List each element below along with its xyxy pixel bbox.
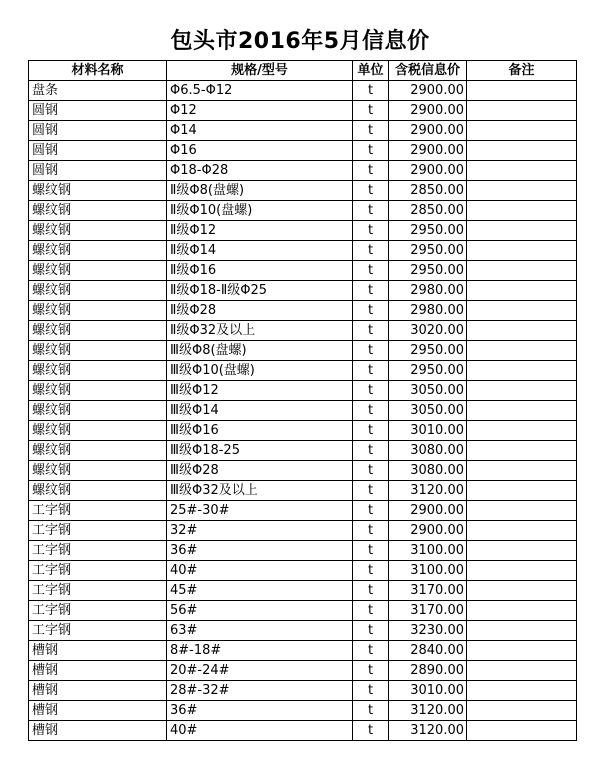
- cell-remarks: [467, 461, 577, 481]
- cell-material-name: 槽钢: [29, 641, 167, 661]
- cell-price: 2900.00: [389, 121, 467, 141]
- table-row: [29, 221, 577, 241]
- cell-spec-model: 36#: [167, 701, 353, 721]
- cell-remarks: [467, 141, 577, 161]
- cell-remarks: [467, 481, 577, 501]
- cell-price: 2900.00: [389, 81, 467, 101]
- cell-price: 3050.00: [389, 381, 467, 401]
- cell-spec-model: 32#: [167, 521, 353, 541]
- cell-spec-model: 40#: [167, 561, 353, 581]
- cell-material-name: 工字钢: [29, 501, 167, 521]
- cell-material-name: 螺纹钢: [29, 481, 167, 501]
- cell-unit: t: [353, 441, 389, 461]
- cell-spec-model: Ⅲ级Φ16: [167, 421, 353, 441]
- page-title: 包头市2016年5月信息价: [170, 29, 430, 54]
- cell-spec-model: 40#: [167, 721, 353, 741]
- cell-price: 2950.00: [389, 221, 467, 241]
- cell-spec-model: Φ16: [167, 141, 353, 161]
- cell-spec-model: 45#: [167, 581, 353, 601]
- cell-material-name: 螺纹钢: [29, 321, 167, 341]
- cell-spec-model: Ⅲ级Φ32及以上: [167, 481, 353, 501]
- cell-material-name: 圆钢: [29, 161, 167, 181]
- cell-spec-model: Ⅱ级Φ12: [167, 221, 353, 241]
- cell-price: 2950.00: [389, 341, 467, 361]
- cell-unit: t: [353, 621, 389, 641]
- cell-remarks: [467, 401, 577, 421]
- cell-remarks: [467, 601, 577, 621]
- table-row: [29, 541, 577, 561]
- cell-price: 2900.00: [389, 141, 467, 161]
- table-row: [29, 421, 577, 441]
- cell-remarks: [467, 101, 577, 121]
- cell-spec-model: 20#-24#: [167, 661, 353, 681]
- cell-spec-model: Φ14: [167, 121, 353, 141]
- cell-unit: t: [353, 541, 389, 561]
- table-header-row: [29, 61, 577, 81]
- cell-remarks: [467, 421, 577, 441]
- cell-spec-model: Ⅲ级Φ18-25: [167, 441, 353, 461]
- cell-material-name: 螺纹钢: [29, 201, 167, 221]
- table-row: [29, 341, 577, 361]
- table-row: [29, 361, 577, 381]
- cell-price: 3080.00: [389, 461, 467, 481]
- header-unit: 单位: [353, 61, 389, 81]
- cell-remarks: [467, 701, 577, 721]
- cell-unit: t: [353, 301, 389, 321]
- table-row: [29, 161, 577, 181]
- cell-price: 2980.00: [389, 301, 467, 321]
- cell-remarks: [467, 541, 577, 561]
- cell-price: 2900.00: [389, 501, 467, 521]
- cell-remarks: [467, 241, 577, 261]
- cell-price: 3010.00: [389, 681, 467, 701]
- cell-unit: t: [353, 461, 389, 481]
- cell-unit: t: [353, 361, 389, 381]
- cell-spec-model: Φ12: [167, 101, 353, 121]
- table-row: [29, 601, 577, 621]
- cell-price: 3120.00: [389, 701, 467, 721]
- table-row: [29, 581, 577, 601]
- table-row: [29, 101, 577, 121]
- cell-material-name: 圆钢: [29, 141, 167, 161]
- table-row: [29, 321, 577, 341]
- cell-spec-model: 63#: [167, 621, 353, 641]
- table-row: [29, 401, 577, 421]
- cell-price: 3170.00: [389, 581, 467, 601]
- cell-price: 2980.00: [389, 281, 467, 301]
- table-row: [29, 501, 577, 521]
- header-remarks: 备注: [467, 61, 577, 81]
- cell-price: 2950.00: [389, 361, 467, 381]
- cell-material-name: 圆钢: [29, 101, 167, 121]
- cell-price: 2950.00: [389, 261, 467, 281]
- cell-unit: t: [353, 601, 389, 621]
- cell-price: 2900.00: [389, 521, 467, 541]
- cell-material-name: 螺纹钢: [29, 241, 167, 261]
- cell-remarks: [467, 441, 577, 461]
- table-row: [29, 701, 577, 721]
- table-row: [29, 121, 577, 141]
- cell-spec-model: Ⅱ级Φ28: [167, 301, 353, 321]
- cell-spec-model: Ⅲ级Φ28: [167, 461, 353, 481]
- cell-unit: t: [353, 701, 389, 721]
- cell-remarks: [467, 281, 577, 301]
- table-row: [29, 481, 577, 501]
- cell-price: 2900.00: [389, 161, 467, 181]
- cell-price: 3120.00: [389, 481, 467, 501]
- cell-material-name: 槽钢: [29, 681, 167, 701]
- cell-unit: t: [353, 161, 389, 181]
- cell-remarks: [467, 381, 577, 401]
- cell-material-name: 螺纹钢: [29, 301, 167, 321]
- cell-price: 3050.00: [389, 401, 467, 421]
- cell-price: 3170.00: [389, 601, 467, 621]
- cell-remarks: [467, 321, 577, 341]
- cell-material-name: 工字钢: [29, 541, 167, 561]
- cell-material-name: 工字钢: [29, 621, 167, 641]
- cell-remarks: [467, 81, 577, 101]
- cell-spec-model: 28#-32#: [167, 681, 353, 701]
- cell-material-name: 工字钢: [29, 601, 167, 621]
- cell-unit: t: [353, 401, 389, 421]
- table-row: [29, 241, 577, 261]
- cell-unit: t: [353, 501, 389, 521]
- table-row: [29, 441, 577, 461]
- cell-spec-model: Ⅱ级Φ14: [167, 241, 353, 261]
- table-row: [29, 81, 577, 101]
- table-row: [29, 661, 577, 681]
- cell-unit: t: [353, 181, 389, 201]
- cell-material-name: 螺纹钢: [29, 441, 167, 461]
- table-row: [29, 461, 577, 481]
- cell-price: 2840.00: [389, 641, 467, 661]
- cell-unit: t: [353, 281, 389, 301]
- cell-unit: t: [353, 201, 389, 221]
- cell-remarks: [467, 621, 577, 641]
- cell-unit: t: [353, 721, 389, 741]
- cell-unit: t: [353, 121, 389, 141]
- cell-material-name: 盘条: [29, 81, 167, 101]
- cell-unit: t: [353, 321, 389, 341]
- cell-price: 3080.00: [389, 441, 467, 461]
- cell-price: 3230.00: [389, 621, 467, 641]
- cell-remarks: [467, 521, 577, 541]
- table-row: [29, 281, 577, 301]
- table-row: [29, 181, 577, 201]
- table-row: [29, 521, 577, 541]
- table-row: [29, 561, 577, 581]
- cell-remarks: [467, 721, 577, 741]
- cell-unit: t: [353, 581, 389, 601]
- cell-remarks: [467, 121, 577, 141]
- cell-material-name: 螺纹钢: [29, 421, 167, 441]
- cell-material-name: 槽钢: [29, 721, 167, 741]
- table-row: [29, 301, 577, 321]
- header-tax-included-price: 含税信息价: [389, 61, 467, 81]
- cell-spec-model: Ⅱ级Φ10(盘螺): [167, 201, 353, 221]
- cell-remarks: [467, 161, 577, 181]
- cell-price: 3120.00: [389, 721, 467, 741]
- cell-unit: t: [353, 481, 389, 501]
- cell-price: 3020.00: [389, 321, 467, 341]
- cell-unit: t: [353, 681, 389, 701]
- cell-material-name: 圆钢: [29, 121, 167, 141]
- cell-material-name: 螺纹钢: [29, 281, 167, 301]
- cell-material-name: 螺纹钢: [29, 341, 167, 361]
- cell-remarks: [467, 501, 577, 521]
- cell-spec-model: Φ6.5-Φ12: [167, 81, 353, 101]
- cell-unit: t: [353, 641, 389, 661]
- table-row: [29, 201, 577, 221]
- table-row: [29, 381, 577, 401]
- cell-spec-model: Ⅱ级Φ8(盘螺): [167, 181, 353, 201]
- cell-remarks: [467, 301, 577, 321]
- cell-remarks: [467, 181, 577, 201]
- cell-unit: t: [353, 341, 389, 361]
- cell-price: 3100.00: [389, 541, 467, 561]
- cell-remarks: [467, 201, 577, 221]
- cell-unit: t: [353, 421, 389, 441]
- cell-unit: t: [353, 521, 389, 541]
- cell-material-name: 螺纹钢: [29, 261, 167, 281]
- cell-price: 2850.00: [389, 201, 467, 221]
- cell-remarks: [467, 261, 577, 281]
- cell-material-name: 工字钢: [29, 581, 167, 601]
- cell-material-name: 工字钢: [29, 521, 167, 541]
- cell-price: 3100.00: [389, 561, 467, 581]
- cell-unit: t: [353, 221, 389, 241]
- table-row: [29, 681, 577, 701]
- cell-material-name: 螺纹钢: [29, 381, 167, 401]
- cell-material-name: 螺纹钢: [29, 181, 167, 201]
- cell-unit: t: [353, 261, 389, 281]
- cell-remarks: [467, 361, 577, 381]
- cell-spec-model: 8#-18#: [167, 641, 353, 661]
- cell-unit: t: [353, 141, 389, 161]
- cell-spec-model: Φ18-Φ28: [167, 161, 353, 181]
- cell-spec-model: 36#: [167, 541, 353, 561]
- table-row: [29, 141, 577, 161]
- cell-spec-model: Ⅲ级Φ8(盘螺): [167, 341, 353, 361]
- cell-spec-model: Ⅲ级Φ10(盘螺): [167, 361, 353, 381]
- cell-material-name: 槽钢: [29, 661, 167, 681]
- cell-remarks: [467, 341, 577, 361]
- header-material-name: 材料名称: [29, 61, 167, 81]
- table-row: [29, 641, 577, 661]
- cell-price: 2890.00: [389, 661, 467, 681]
- cell-material-name: 槽钢: [29, 701, 167, 721]
- cell-spec-model: Ⅱ级Φ18-Ⅱ级Φ25: [167, 281, 353, 301]
- table-row: [29, 621, 577, 641]
- cell-unit: t: [353, 101, 389, 121]
- cell-remarks: [467, 221, 577, 241]
- price-table: [28, 60, 577, 741]
- cell-price: 2900.00: [389, 101, 467, 121]
- cell-material-name: 螺纹钢: [29, 361, 167, 381]
- table-row: [29, 721, 577, 741]
- cell-material-name: 螺纹钢: [29, 221, 167, 241]
- cell-unit: t: [353, 561, 389, 581]
- cell-remarks: [467, 661, 577, 681]
- cell-remarks: [467, 561, 577, 581]
- cell-unit: t: [353, 381, 389, 401]
- cell-material-name: 螺纹钢: [29, 401, 167, 421]
- cell-spec-model: Ⅲ级Φ12: [167, 381, 353, 401]
- cell-spec-model: 25#-30#: [167, 501, 353, 521]
- table-row: [29, 261, 577, 281]
- cell-unit: t: [353, 661, 389, 681]
- cell-spec-model: Ⅲ级Φ14: [167, 401, 353, 421]
- cell-spec-model: Ⅱ级Φ32及以上: [167, 321, 353, 341]
- cell-material-name: 螺纹钢: [29, 461, 167, 481]
- cell-price: 2850.00: [389, 181, 467, 201]
- cell-price: 3010.00: [389, 421, 467, 441]
- cell-material-name: 工字钢: [29, 561, 167, 581]
- cell-remarks: [467, 641, 577, 661]
- cell-remarks: [467, 681, 577, 701]
- cell-price: 2950.00: [389, 241, 467, 261]
- table-body: [29, 81, 577, 741]
- header-spec-model: 规格/型号: [167, 61, 353, 81]
- cell-unit: t: [353, 241, 389, 261]
- cell-unit: t: [353, 81, 389, 101]
- cell-remarks: [467, 581, 577, 601]
- cell-spec-model: 56#: [167, 601, 353, 621]
- cell-spec-model: Ⅱ级Φ16: [167, 261, 353, 281]
